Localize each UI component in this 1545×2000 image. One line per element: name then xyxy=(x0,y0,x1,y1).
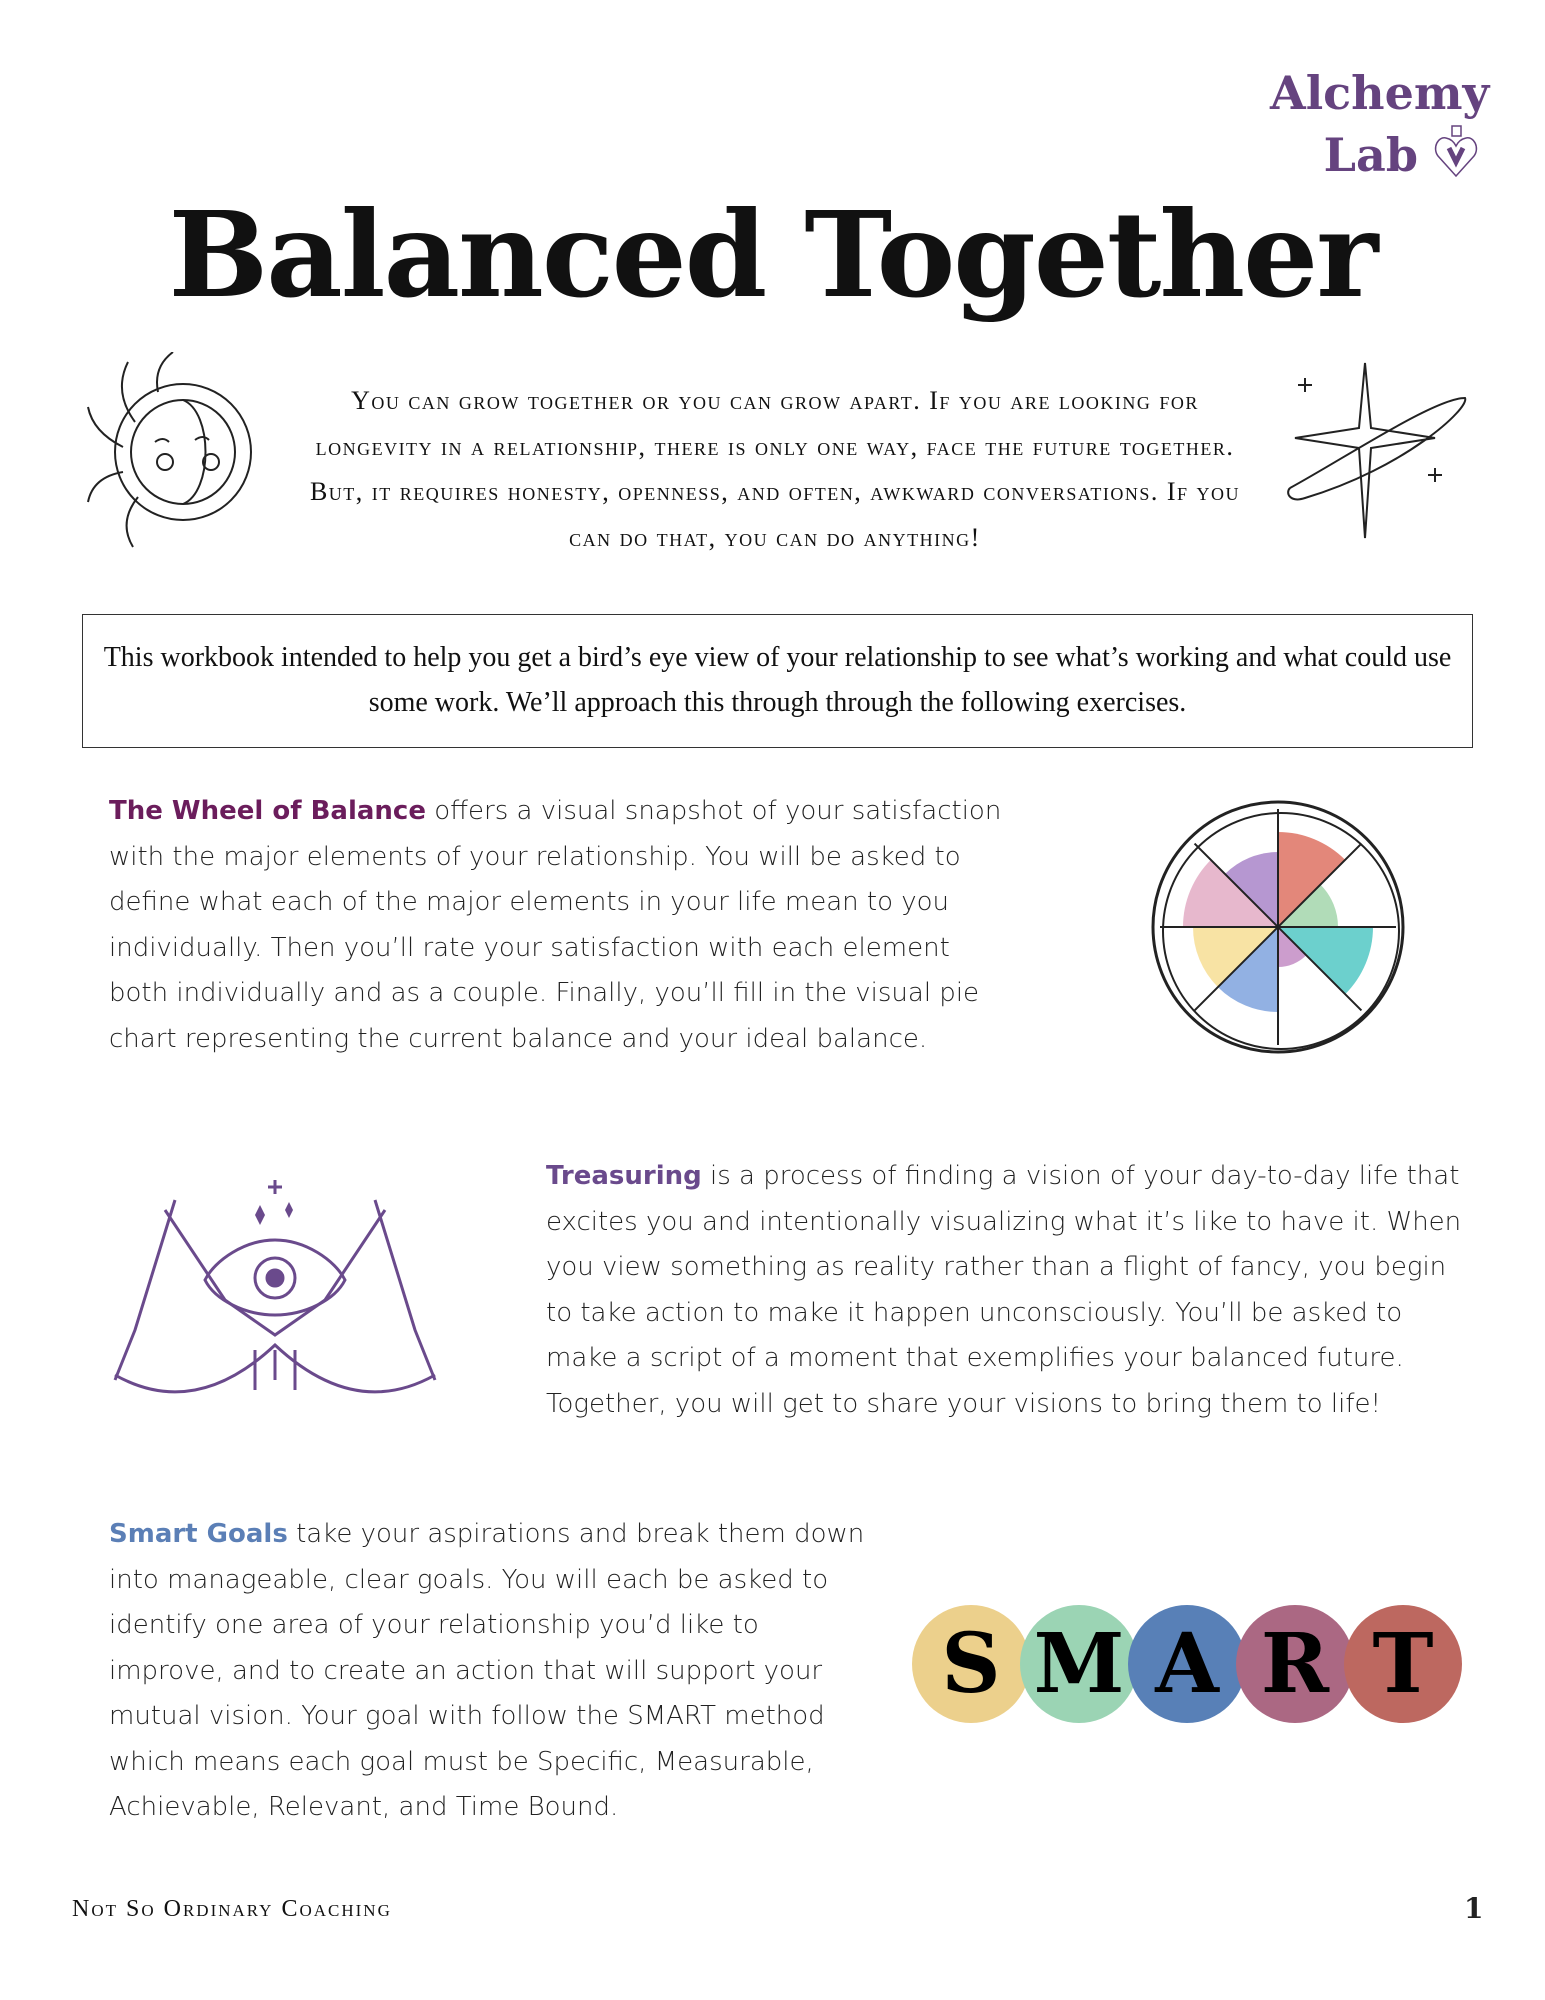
eye-hands-icon xyxy=(105,1170,445,1410)
logo-line2: Lab xyxy=(1323,128,1418,182)
smart-letter-a: A xyxy=(1128,1605,1246,1723)
page-number: 1 xyxy=(1464,1892,1484,1925)
smart-acronym-graphic xyxy=(912,1605,1472,1725)
workbook-intro-box: This workbook intended to help you get a bird’s eye view of your relationship to see what’s working and what could use some work. We’ll approach this through through the following exercises. xyxy=(82,614,1473,748)
section-body: offers a visual snapshot of your satisfaction with the major elements of your relationship. You will be asked to define what each of the major elements in your life mean to you individually. Then you’ll rate your satisfaction with each element both individually and as a couple. Finally, you’ll fill in the visual pie chart representing the current balance and your ideal balance. xyxy=(109,796,1002,1054)
logo-line1: Alchemy xyxy=(1270,66,1490,120)
wheel-of-balance-section xyxy=(109,789,1009,1062)
section-body: is a process of finding a vision of your day-to-day life that excites you and intentionally visualizing what it’s like to have it. When you view something as reality rather than a flight of fancy, you begin to take action to make it happen unconsciously. You’ll be asked to make a script of a moment that exemplifies your balanced future. Together, you will get to share your visions to bring them to life! xyxy=(546,1161,1462,1419)
section-heading: The Wheel of Balance xyxy=(109,796,426,826)
page-title: Balanced Together xyxy=(168,185,1377,324)
smart-goals-section xyxy=(109,1512,879,1831)
footer-brand: Not So Ordinary Coaching xyxy=(72,1896,392,1922)
alchemy-lab-logo xyxy=(1270,62,1490,186)
treasuring-section xyxy=(546,1154,1466,1427)
intro-text: You can grow together or you can grow apart. If you are looking for longevity in a relationship, there is only one way, face the future together. But, it requires honesty, openness, and often, awkward conversations. If you can do that, you can do anything! xyxy=(309,386,1241,552)
smart-letter-m: M xyxy=(1020,1605,1138,1723)
wheel-of-balance-icon xyxy=(1145,789,1411,1065)
section-heading: Treasuring xyxy=(546,1161,702,1191)
smart-letter-t: T xyxy=(1344,1605,1462,1723)
smart-letter-r: R xyxy=(1236,1605,1354,1723)
section-body: take your aspirations and break them down into manageable, clear goals. You will each be asked to identify one area of your relationship you’d like to improve, and to create an action that will support your mutual vision. Your goal with follow the SMART method which means each goal must be Specific, Measurable, Achievable, Relevant, and Time Bound. xyxy=(109,1519,865,1822)
section-heading: Smart Goals xyxy=(109,1519,288,1549)
sun-moon-icon xyxy=(83,352,257,552)
smart-letter-s: S xyxy=(912,1605,1030,1723)
potion-heart-icon xyxy=(1432,124,1480,180)
shooting-star-icon xyxy=(1285,358,1471,548)
